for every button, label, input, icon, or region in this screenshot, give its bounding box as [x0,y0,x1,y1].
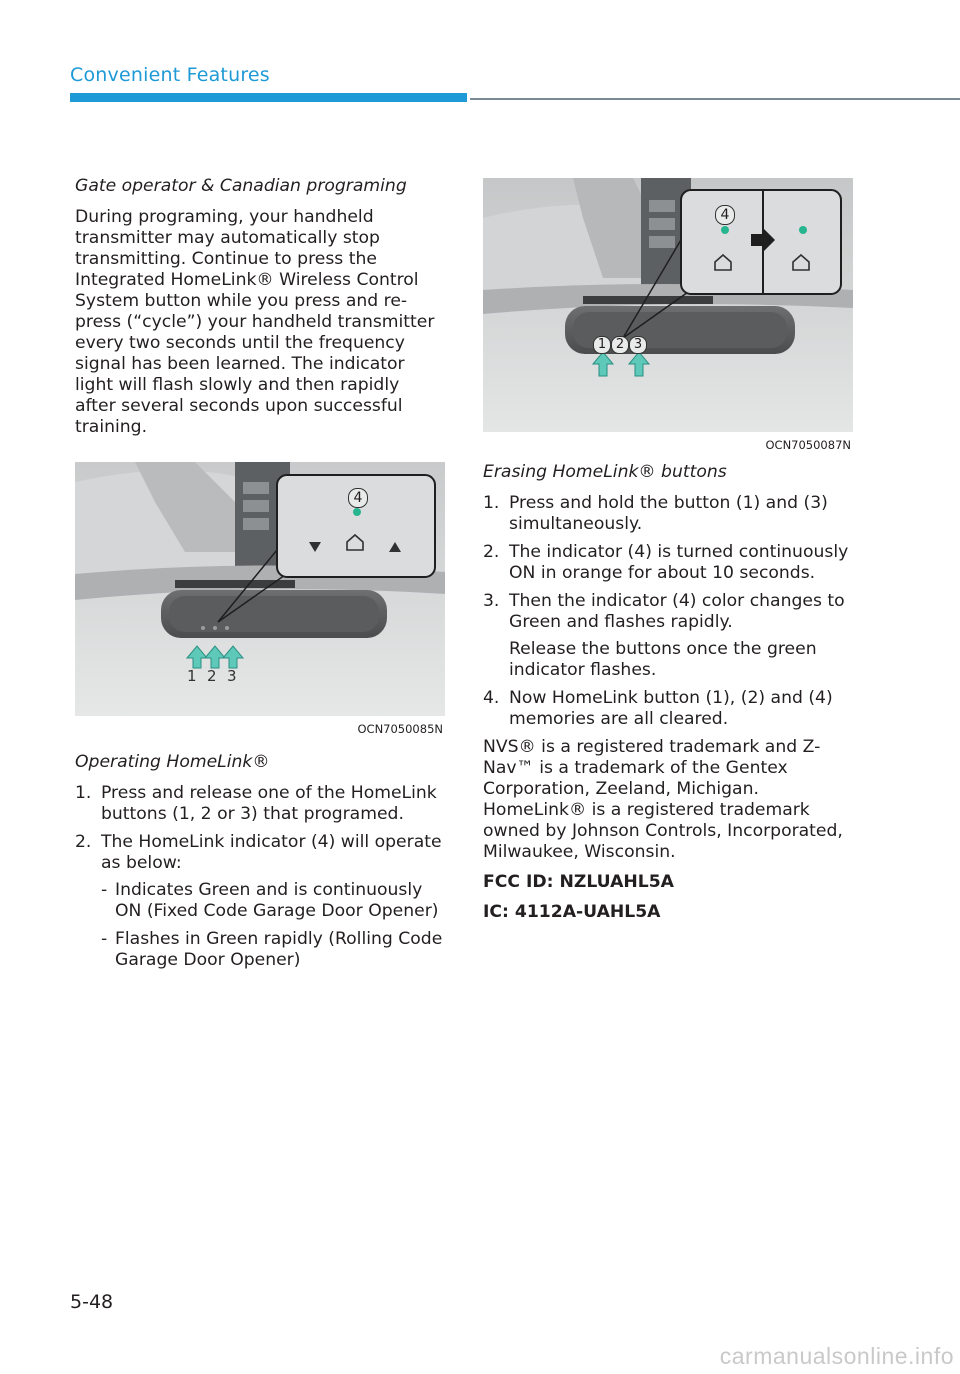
list-item [75,783,445,825]
ic-id: IC: 4112A-UAHL5A [483,902,661,922]
step-text: The indicator (4) is turned continuously ON in orange for about 10 seconds. [509,542,849,583]
operating-homelink-illustration [75,462,445,716]
callout-1: 1 [187,667,197,685]
step-text: Now HomeLink button (1), (2) and (4) memories are all cleared. [509,688,833,729]
gate-operator-paragraph: During programing, your handheld transmitter may automatically stop transmitting. Continue to press the Integrated HomeLink® Wireless Control System button while you press and re-press (“cycle”) your handheld transmitter every two seconds until the frequency signal has been learned. The indicator light will flash slowly and then rapidly after several seconds upon successful training. [75,207,435,437]
step-number: 2. [75,832,92,852]
callout-2: 2 [207,667,217,685]
indicator-modes [101,880,445,971]
sub-item-text: Flashes in Green rapidly (Rolling Code Garage Door Opener) [115,929,443,970]
step-note: Release the buttons once the green indicator flashes. [509,639,817,680]
fcc-id: FCC ID: NZLUAHL5A [483,872,674,892]
step-number: 1. [75,783,92,803]
step-text: Press and release one of the HomeLink buttons (1, 2 or 3) that programed. [101,783,437,824]
operating-steps [75,783,445,971]
header-rule [470,98,960,100]
sub-item-text: Indicates Green and is continuously ON (Fixed Code Garage Door Opener) [115,880,439,921]
list-item [483,591,853,681]
list-item [75,832,445,971]
step-text: The HomeLink indicator (4) will operate as below: [101,832,442,873]
page-number: 5-48 [70,1291,114,1313]
erasing-homelink-subhead: Erasing HomeLink® buttons [483,462,727,482]
list-item [483,688,853,730]
figure-code: OCN7050087N [765,438,851,452]
erasing-homelink-illustration [483,178,853,432]
trademark-note: NVS® is a registered trademark and Z-Nav™ is a trademark of the Gentex Corporation, Zeeland, Michigan. HomeLink® is a registered trademark owned by Johnson Controls, Incorporated, Milwaukee, Wisconsin. [483,737,843,862]
callout-1: 1 [593,336,611,354]
step-number: 1. [483,493,500,513]
step-number: 2. [483,542,500,562]
dash-mark: - [101,880,108,900]
list-item [101,880,445,922]
left-column [75,176,445,978]
operating-homelink-subhead: Operating HomeLink® [75,752,270,772]
step-text: Press and hold the button (1) and (3) simultaneously. [509,493,828,534]
step-number: 4. [483,688,500,708]
step-number: 3. [483,591,500,611]
callout-3: 3 [629,336,647,354]
callout-4: 4 [715,205,735,225]
list-item [101,929,445,971]
list-item [483,493,853,535]
right-column [483,178,853,932]
dash-mark: - [101,929,108,949]
section-title: Convenient Features [70,64,270,86]
step-text: Then the indicator (4) color changes to Green and flashes rapidly. [509,591,845,632]
header-rule-accent [70,93,467,102]
watermark: carmanualsonline.info [719,1343,954,1369]
callout-2: 2 [611,336,629,354]
figure-code: OCN7050085N [357,722,443,736]
callout-3: 3 [227,667,237,685]
erasing-steps [483,493,853,730]
gate-operator-subhead: Gate operator & Canadian programing [75,176,407,196]
list-item [483,542,853,584]
callout-4: 4 [348,488,368,508]
